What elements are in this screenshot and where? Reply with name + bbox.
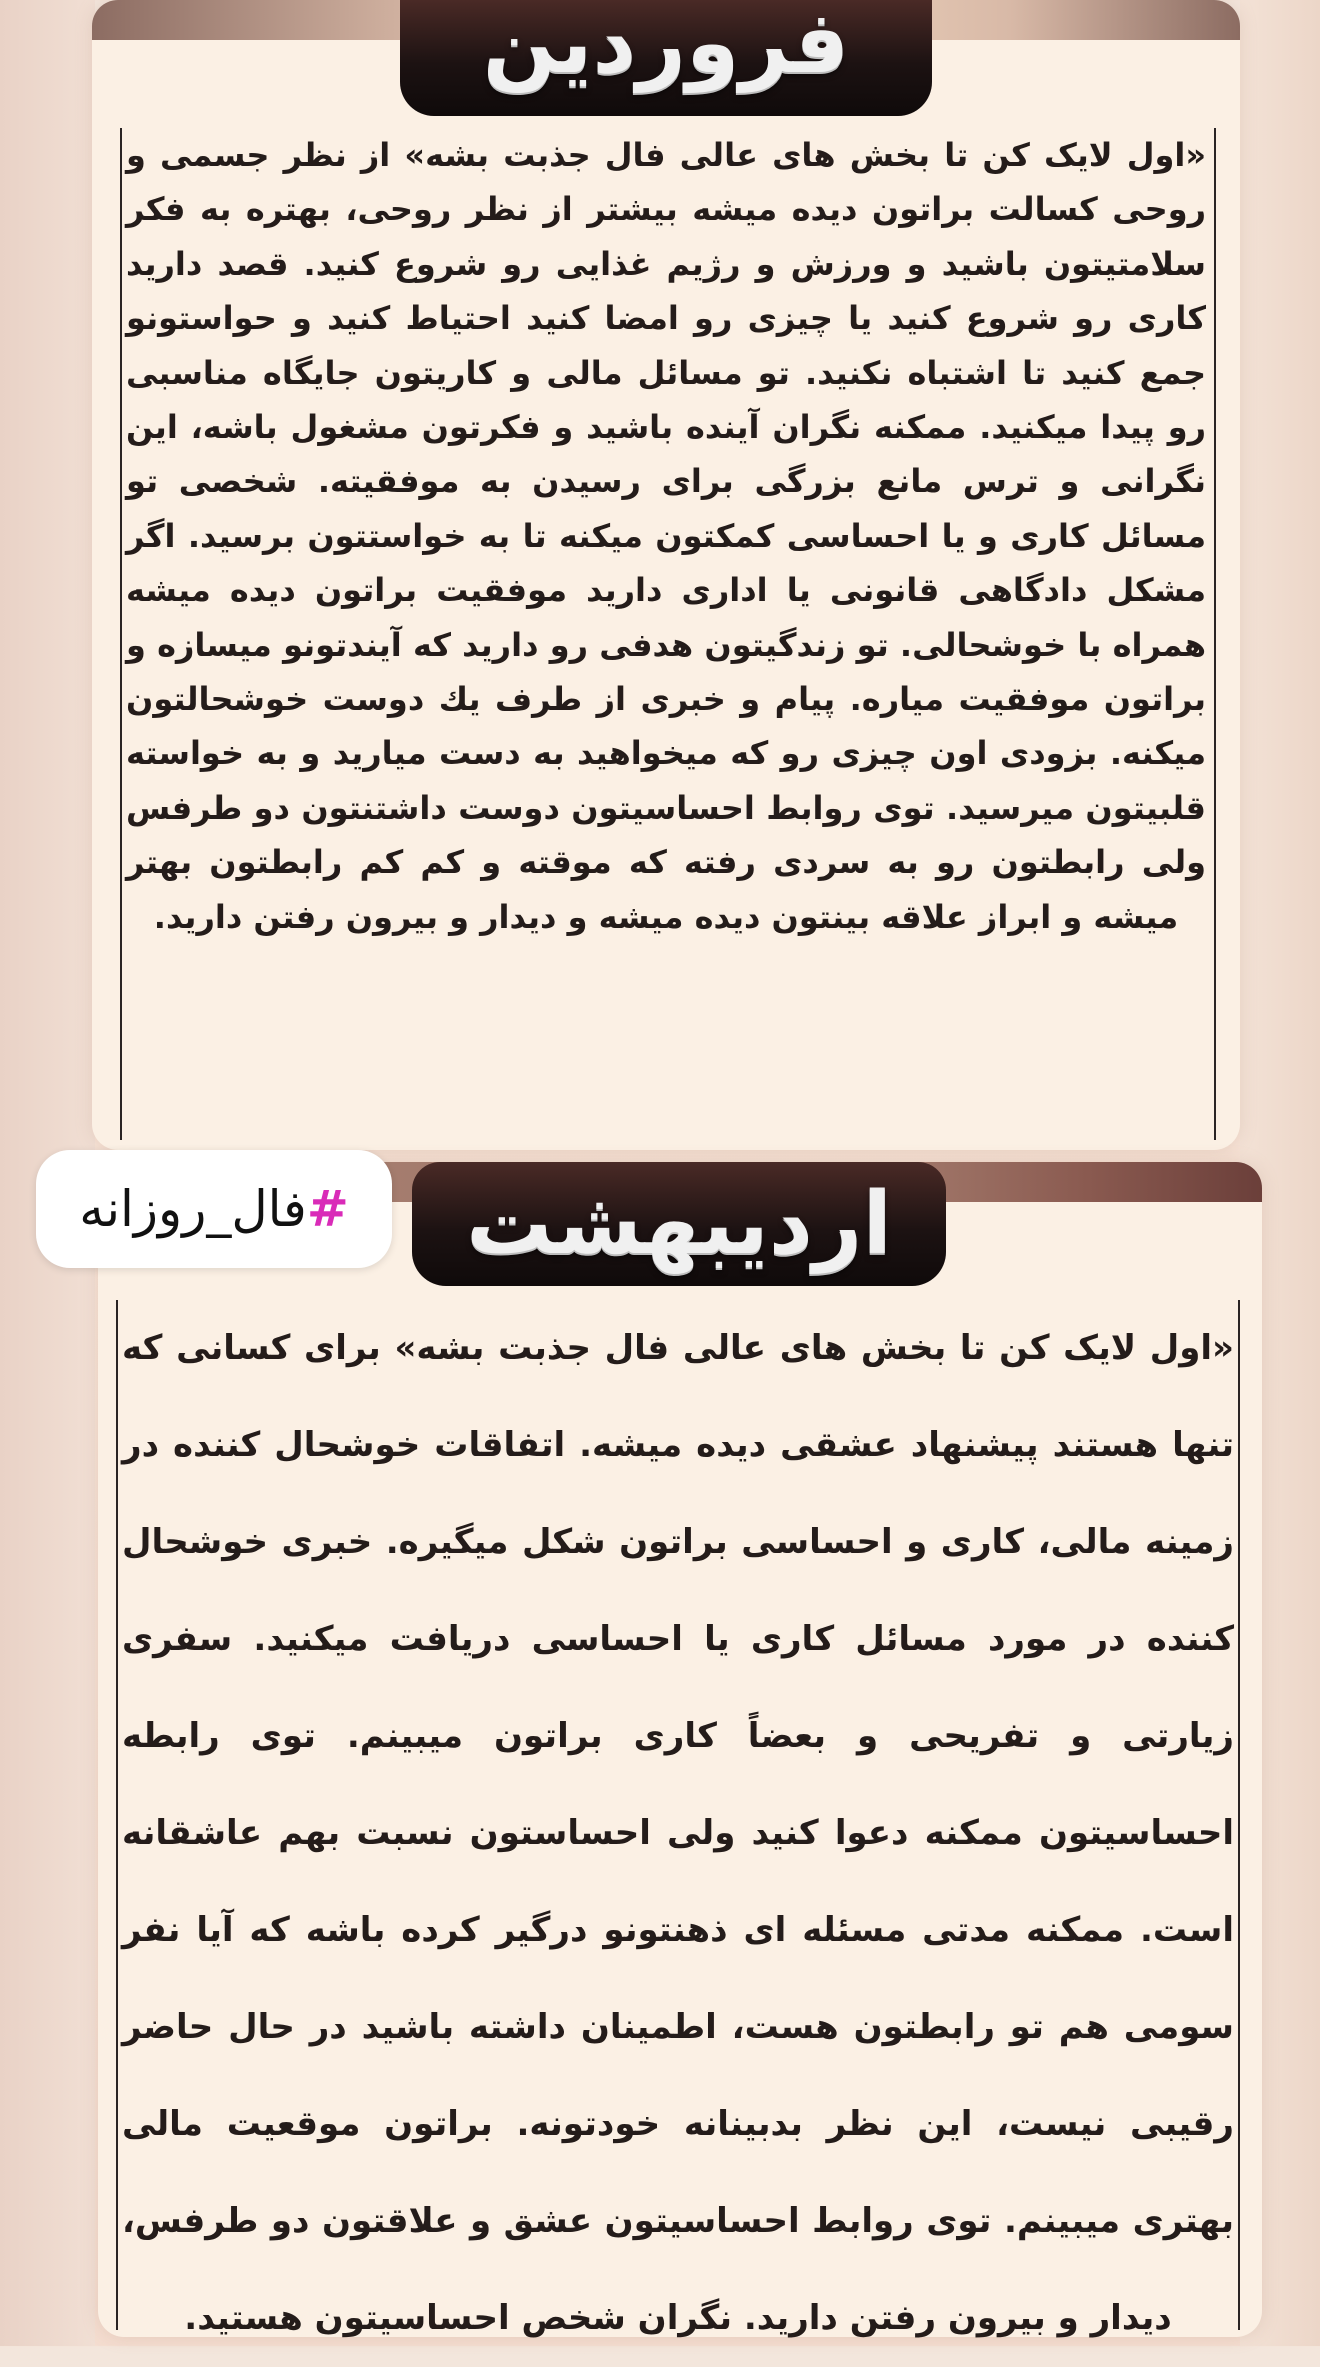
- ordibehesht-left-rule: [116, 1300, 118, 2330]
- ordibehesht-right-rule: [1238, 1300, 1240, 2330]
- farvardin-title: فروردین: [482, 0, 850, 93]
- ordibehesht-horoscope-text: «اول لایک کن تا بخش های عالی فال جذبت بشه» برای کسانی که تنها هستند پیشنهاد عشقی دیده میشه. اتفاقات خوشحال کننده در زمینه مالی، کاری و احساسی براتون شکل میگیره. خبری خوشحال کننده در مورد مسائل کاری یا احساسی دریافت میکنید. سفری زیارتی و تفریحی و بعضاً کاری براتون میبینم. توی رابطه احساسیتون ممکنه دعوا کنید ولی احساستون نسبت بهم عاشقانه است. ممکنه مدتی مسئله ای ذهنتونو درگیر کرده باشه که آیا نفر سومی هم تو رابطتون هست، اطمینان داشته باشید در حال حاضر رقیبی نیست، این نظر بدبینانه خودتونه. براتون موقعیت مالی بهتری میبینم. توی روابط احساسیتون عشق و علاقتون دو طرفس، دیدار و بیرون رفتن دارید. نگران شخص احساسیتون هستید.: [122, 1328, 1234, 2338]
- hashtag-label: فال_روزانه: [79, 1180, 307, 1238]
- farvardin-horoscope-text: «اول لایک کن تا بخش های عالی فال جذبت بشه» از نظر جسمی و روحی کسالت براتون دیده میشه بیشتر از نظر روحی، بهتره به فکر سلامتیتون باشید و ورزش و رژیم غذایی رو شروع کنید. قصد دارید کاری رو شروع کنید یا چیزی رو امضا کنید احتیاط کنید و حواستونو جمع کنید تا اشتباه نکنید. تو مسائل مالی و کاریتون جایگاه مناسبی رو پیدا میکنید. ممکنه نگران آینده باشید و فکرتون مشغول باشه، این نگرانی و ترس مانع بزرگی برای رسیدن به موفقیته. شخصی تو مسائل کاری و یا احساسی کمکتون میکنه تا به خواستتون برسید. اگر مشکل دادگاهی قانونی یا اداری دارید موفقیت براتون دیده میشه همراه با خوشحالی. تو زندگیتون هدفی رو دارید که آیندتونو میسازه و براتون موفقیت میاره. پیام و خبری از طرف یك دوست خوشحالتون میکنه. بزودی اون چیزی رو که میخواهید به دست میارید و به خواسته قلبیتون میرسید. توی روابط احساسیتون دوست داشتنتون دو طرفس ولی رابطتون رو به سردی رفته که موقته و کم کم رابطتون بهتر میشه و ابراز علاقه بینتون دیده میشه و دیدار و بیرون رفتن دارید.: [126, 136, 1206, 936]
- hashtag-symbol: #: [306, 1180, 349, 1238]
- ordibehesht-title: اردیبهشت: [466, 1174, 892, 1274]
- farvardin-right-rule: [1214, 128, 1216, 1140]
- farvardin-title-banner: [400, 0, 932, 116]
- hashtag-badge[interactable]: [36, 1150, 392, 1268]
- farvardin-left-rule: [120, 128, 122, 1140]
- ordibehesht-title-banner: [412, 1162, 946, 1286]
